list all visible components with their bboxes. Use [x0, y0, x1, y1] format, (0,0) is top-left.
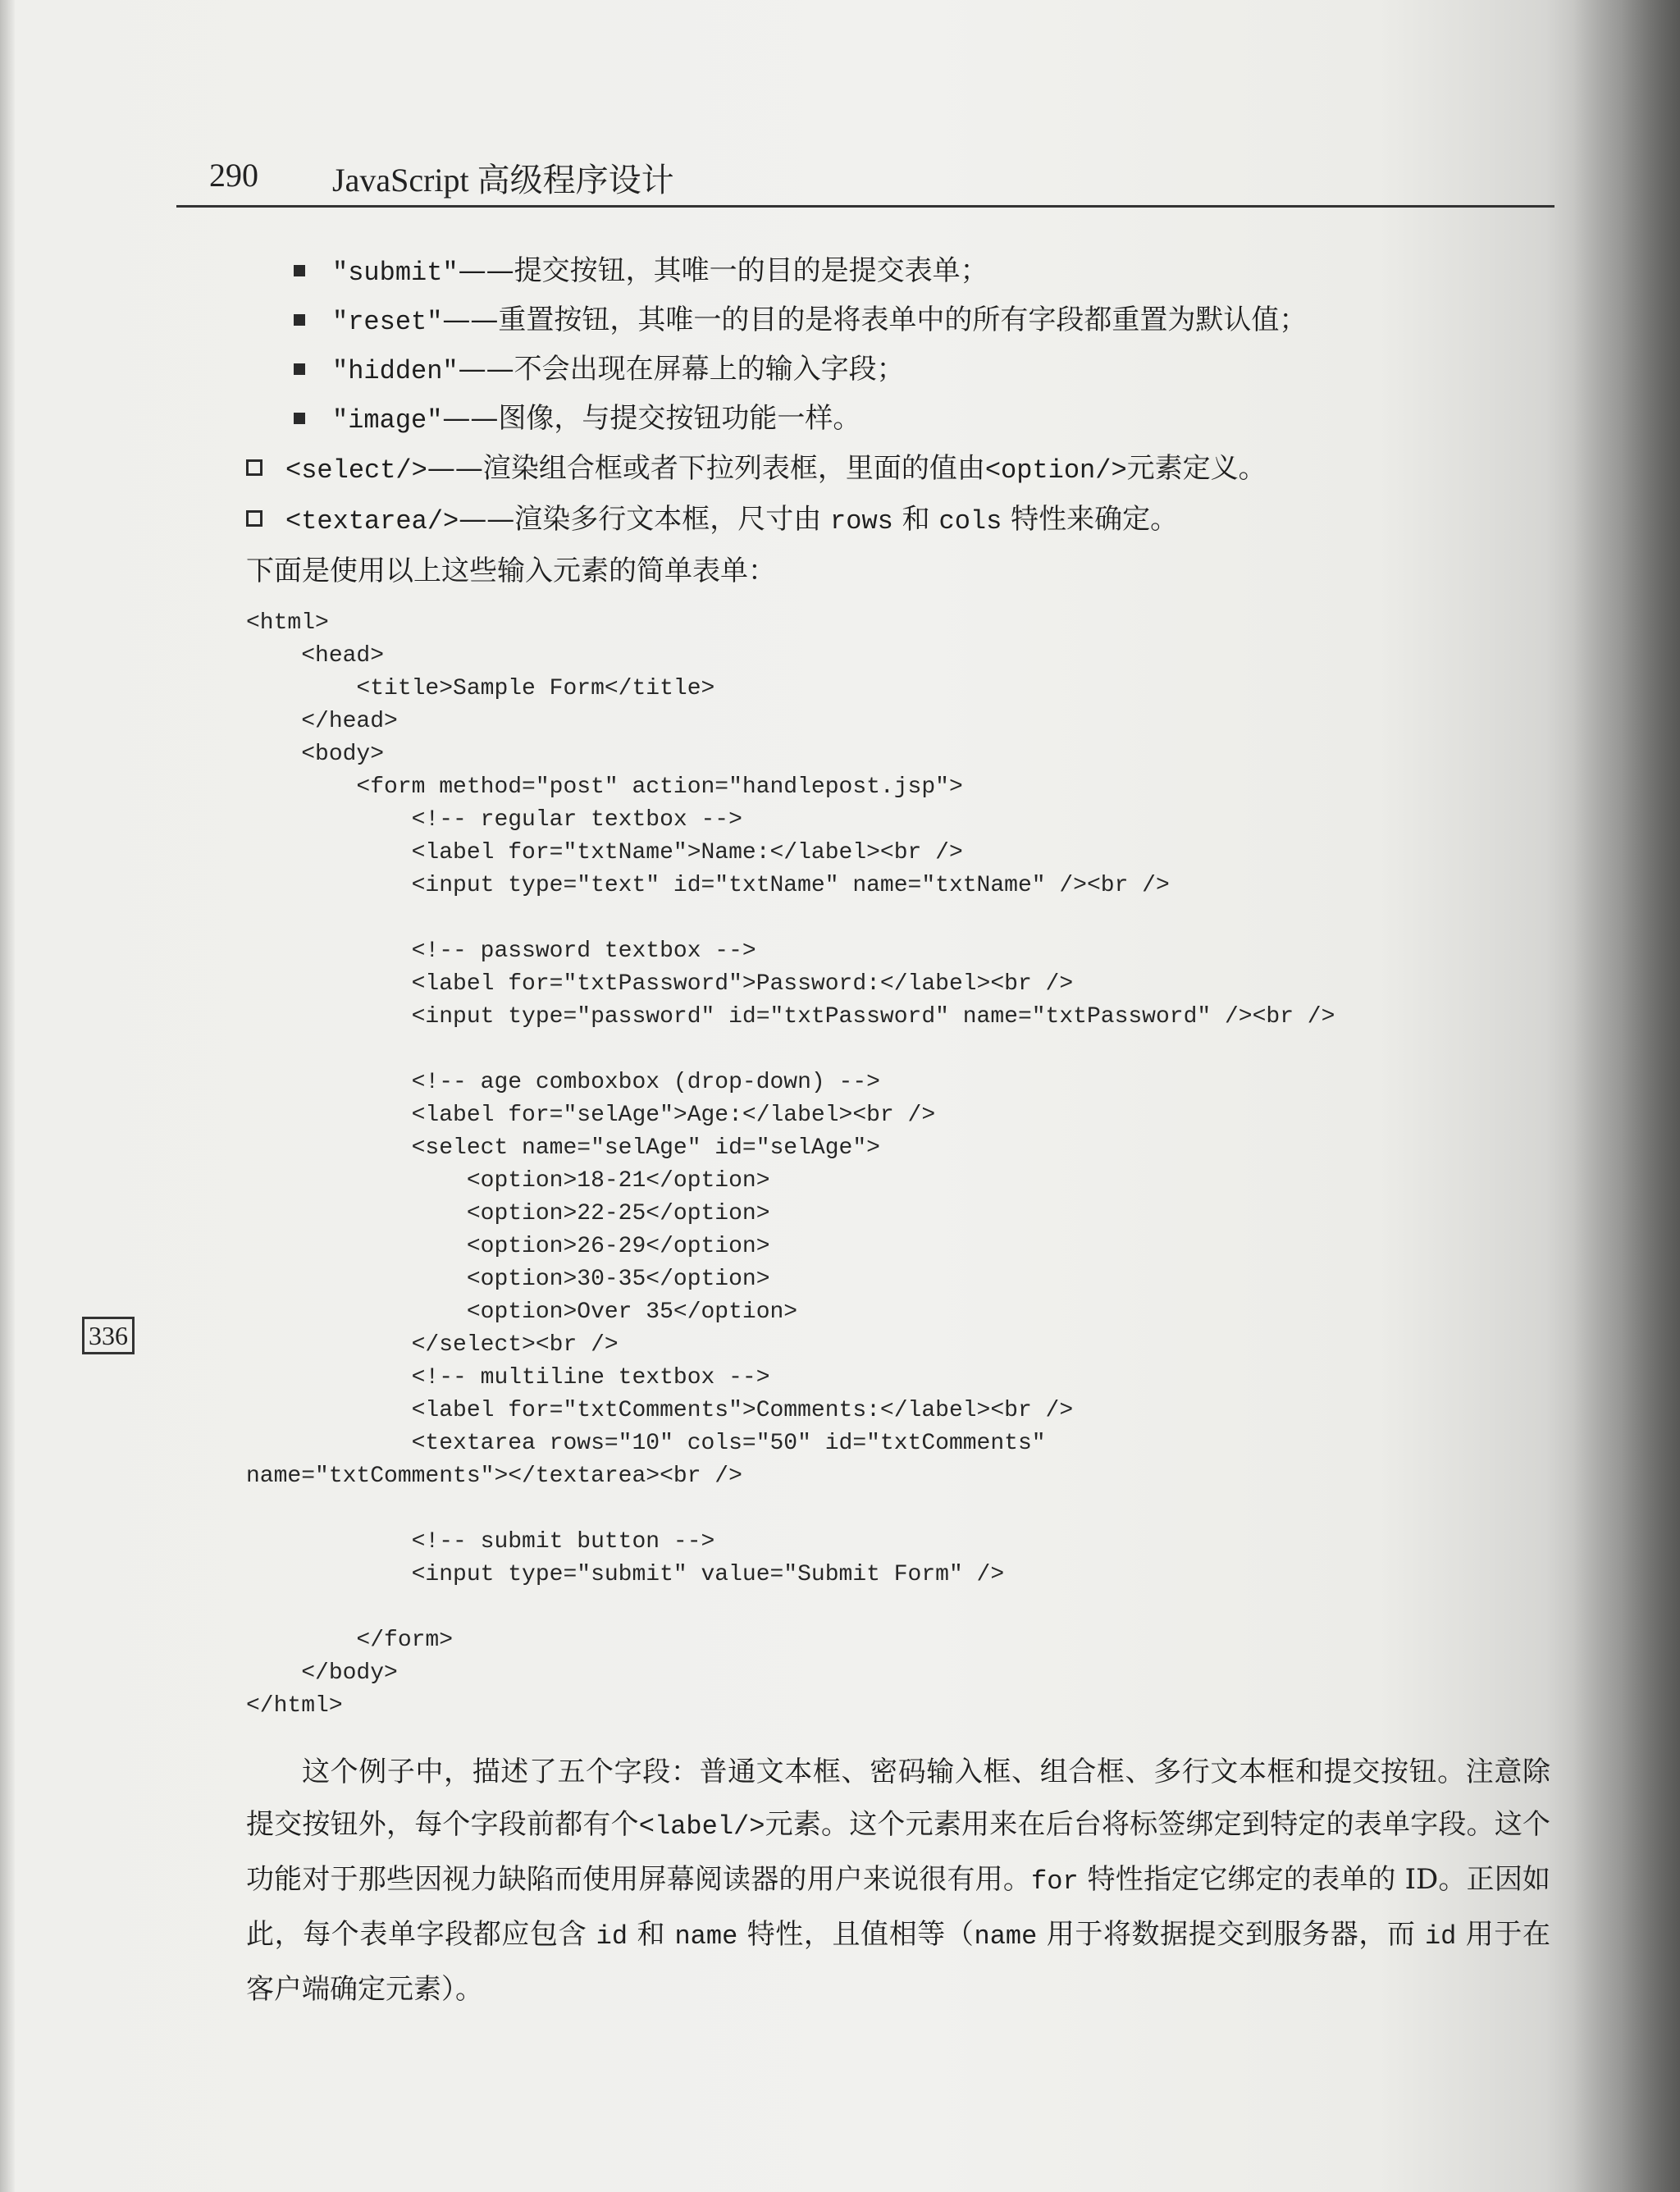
bullet-square-icon [294, 413, 305, 424]
check-item-select [246, 443, 1559, 494]
code-line: <form method="post" action="handlepost.jsp"> [246, 774, 963, 800]
code-line: <!-- password textbox --> [246, 938, 756, 964]
inline-code: name [974, 1921, 1038, 1952]
inline-code: id [1424, 1921, 1457, 1952]
bullet-text: ——重置按钮，其唯一的目的是将表单中的所有字段都重置为默认值； [442, 304, 1308, 336]
spine-shadow [1573, 0, 1680, 2192]
code-line: <html> [246, 610, 329, 636]
bullet-text: ——提交按钮，其唯一的目的是提交表单； [458, 254, 988, 287]
code-line: <title>Sample Form</title> [246, 676, 715, 701]
checkbox-square-icon [246, 510, 262, 527]
code-line [246, 1591, 1559, 1624]
bullet-item-hidden [246, 345, 1559, 394]
inline-code: for [1031, 1866, 1079, 1897]
bullet-item-image [246, 394, 1559, 443]
inline-code: <label/> [638, 1811, 765, 1842]
code-line: <!-- regular textbox --> [246, 807, 742, 833]
page-number: 290 [209, 157, 258, 194]
code-line: <option>22-25</option> [246, 1201, 770, 1226]
bullet-code: "submit" [332, 258, 459, 288]
check-text: ——渲染组合框或者下拉列表框，里面的值由 [427, 452, 985, 485]
page-left-edge [0, 0, 15, 2192]
check-code: <textarea/> [285, 506, 459, 537]
page-header [176, 148, 1554, 205]
code-line: <option>18-21</option> [246, 1168, 770, 1194]
page-content [246, 246, 1559, 2016]
code-line: <select name="selAge" id="selAge"> [246, 1135, 880, 1161]
bullet-text: ——不会出现在屏幕上的输入字段； [458, 353, 905, 386]
code-line: <input type="submit" value="Submit Form" /> [246, 1562, 1005, 1587]
code-line: <input type="password" id="txtPassword" name="txtPassword" /><br /> [246, 1004, 1335, 1030]
code-line: </select><br /> [246, 1332, 619, 1358]
code-line: <!-- submit button --> [246, 1529, 715, 1555]
check-text-end: 元素定义。 [1126, 452, 1267, 485]
code-line [246, 1034, 1559, 1066]
body-paragraph [246, 1746, 1550, 2016]
code-line: name="txtComments"></textarea><br /> [246, 1464, 742, 1489]
paragraph-text: 和 [628, 1918, 675, 1951]
margin-page-reference: 336 [82, 1317, 135, 1354]
code-line: <label for="txtComments">Comments:</label><br /> [246, 1398, 1074, 1423]
bullet-square-icon [294, 265, 305, 276]
paragraph-text: 这个例子中，描述了五个字段：普通文本框、密码输入框、组合框、多行文本框和提交按钮。注意除提交按钮外，每个字段前都有个 [246, 1756, 1550, 1841]
check-item-textarea [246, 494, 1559, 545]
code-line: <option>30-35</option> [246, 1267, 770, 1292]
checkbox-square-icon [246, 459, 262, 476]
paragraph-text: 用于在客户端确定元素）。 [246, 1918, 1550, 2006]
bullet-text: ——图像，与提交按钮功能一样。 [442, 402, 861, 435]
bullet-square-icon [294, 363, 305, 375]
code-line: <input type="text" id="txtName" name="txtName" /><br /> [246, 873, 1170, 898]
check-code-inline: <option/> [984, 455, 1127, 486]
code-listing [246, 607, 1559, 1723]
bullet-list [246, 246, 1559, 443]
bullet-item-submit [246, 246, 1559, 295]
header-rule [176, 205, 1554, 208]
check-text-mid: 和 [892, 503, 939, 536]
inline-code: name [674, 1921, 738, 1952]
check-code-rows: rows [830, 506, 893, 537]
code-line: </body> [246, 1660, 398, 1686]
check-text-end: 特性来确定。 [1002, 503, 1179, 536]
code-line: </html> [246, 1693, 343, 1719]
bullet-item-reset [246, 295, 1559, 345]
code-line [246, 1493, 1559, 1526]
check-code-cols: cols [938, 506, 1002, 537]
code-line: <option>Over 35</option> [246, 1299, 798, 1325]
paragraph-text: 元素。这个元素用来在后台将标签绑定到特定的表单字段。这个功能对于那些因视力缺陷而使用屏幕阅读器的用户来说很有用。 [246, 1808, 1551, 1896]
code-line: <label for="txtName">Name:</label><br /> [246, 840, 963, 865]
intro-text: 下面是使用以上这些输入元素的简单表单： [246, 555, 776, 587]
check-text: ——渲染多行文本框，尺寸由 [459, 503, 831, 536]
code-line: </head> [246, 709, 398, 734]
bullet-square-icon [294, 314, 305, 326]
bullet-code: "reset" [332, 307, 443, 337]
code-line: <!-- age comboxbox (drop-down) --> [246, 1070, 880, 1095]
check-code: <select/> [285, 455, 427, 486]
paragraph-text: 特性，且值相等（ [737, 1918, 975, 1951]
code-line: <head> [246, 643, 385, 669]
paragraph-text: 特性指定它绑定的表单的 ID。正因如此，每个表单字段都应包含 [246, 1863, 1550, 1951]
code-line: <label for="selAge">Age:</label><br /> [246, 1103, 936, 1128]
code-line: </form> [246, 1628, 454, 1653]
inline-code: id [596, 1921, 628, 1952]
code-line [246, 902, 1559, 935]
code-line: <textarea rows="10" cols="50" id="txtComments" [246, 1431, 1046, 1456]
code-line: <label for="txtPassword">Password:</label><br /> [246, 971, 1074, 997]
checkbox-list [246, 443, 1559, 545]
code-line: <body> [246, 742, 385, 767]
bullet-code: "hidden" [332, 356, 459, 386]
bullet-code: "image" [332, 405, 443, 436]
paragraph-text: 用于将数据提交到服务器，而 [1037, 1918, 1425, 1951]
code-line: <!-- multiline textbox --> [246, 1365, 770, 1391]
code-line: <option>26-29</option> [246, 1234, 770, 1259]
book-title: JavaScript 高级程序设计 [332, 162, 674, 199]
